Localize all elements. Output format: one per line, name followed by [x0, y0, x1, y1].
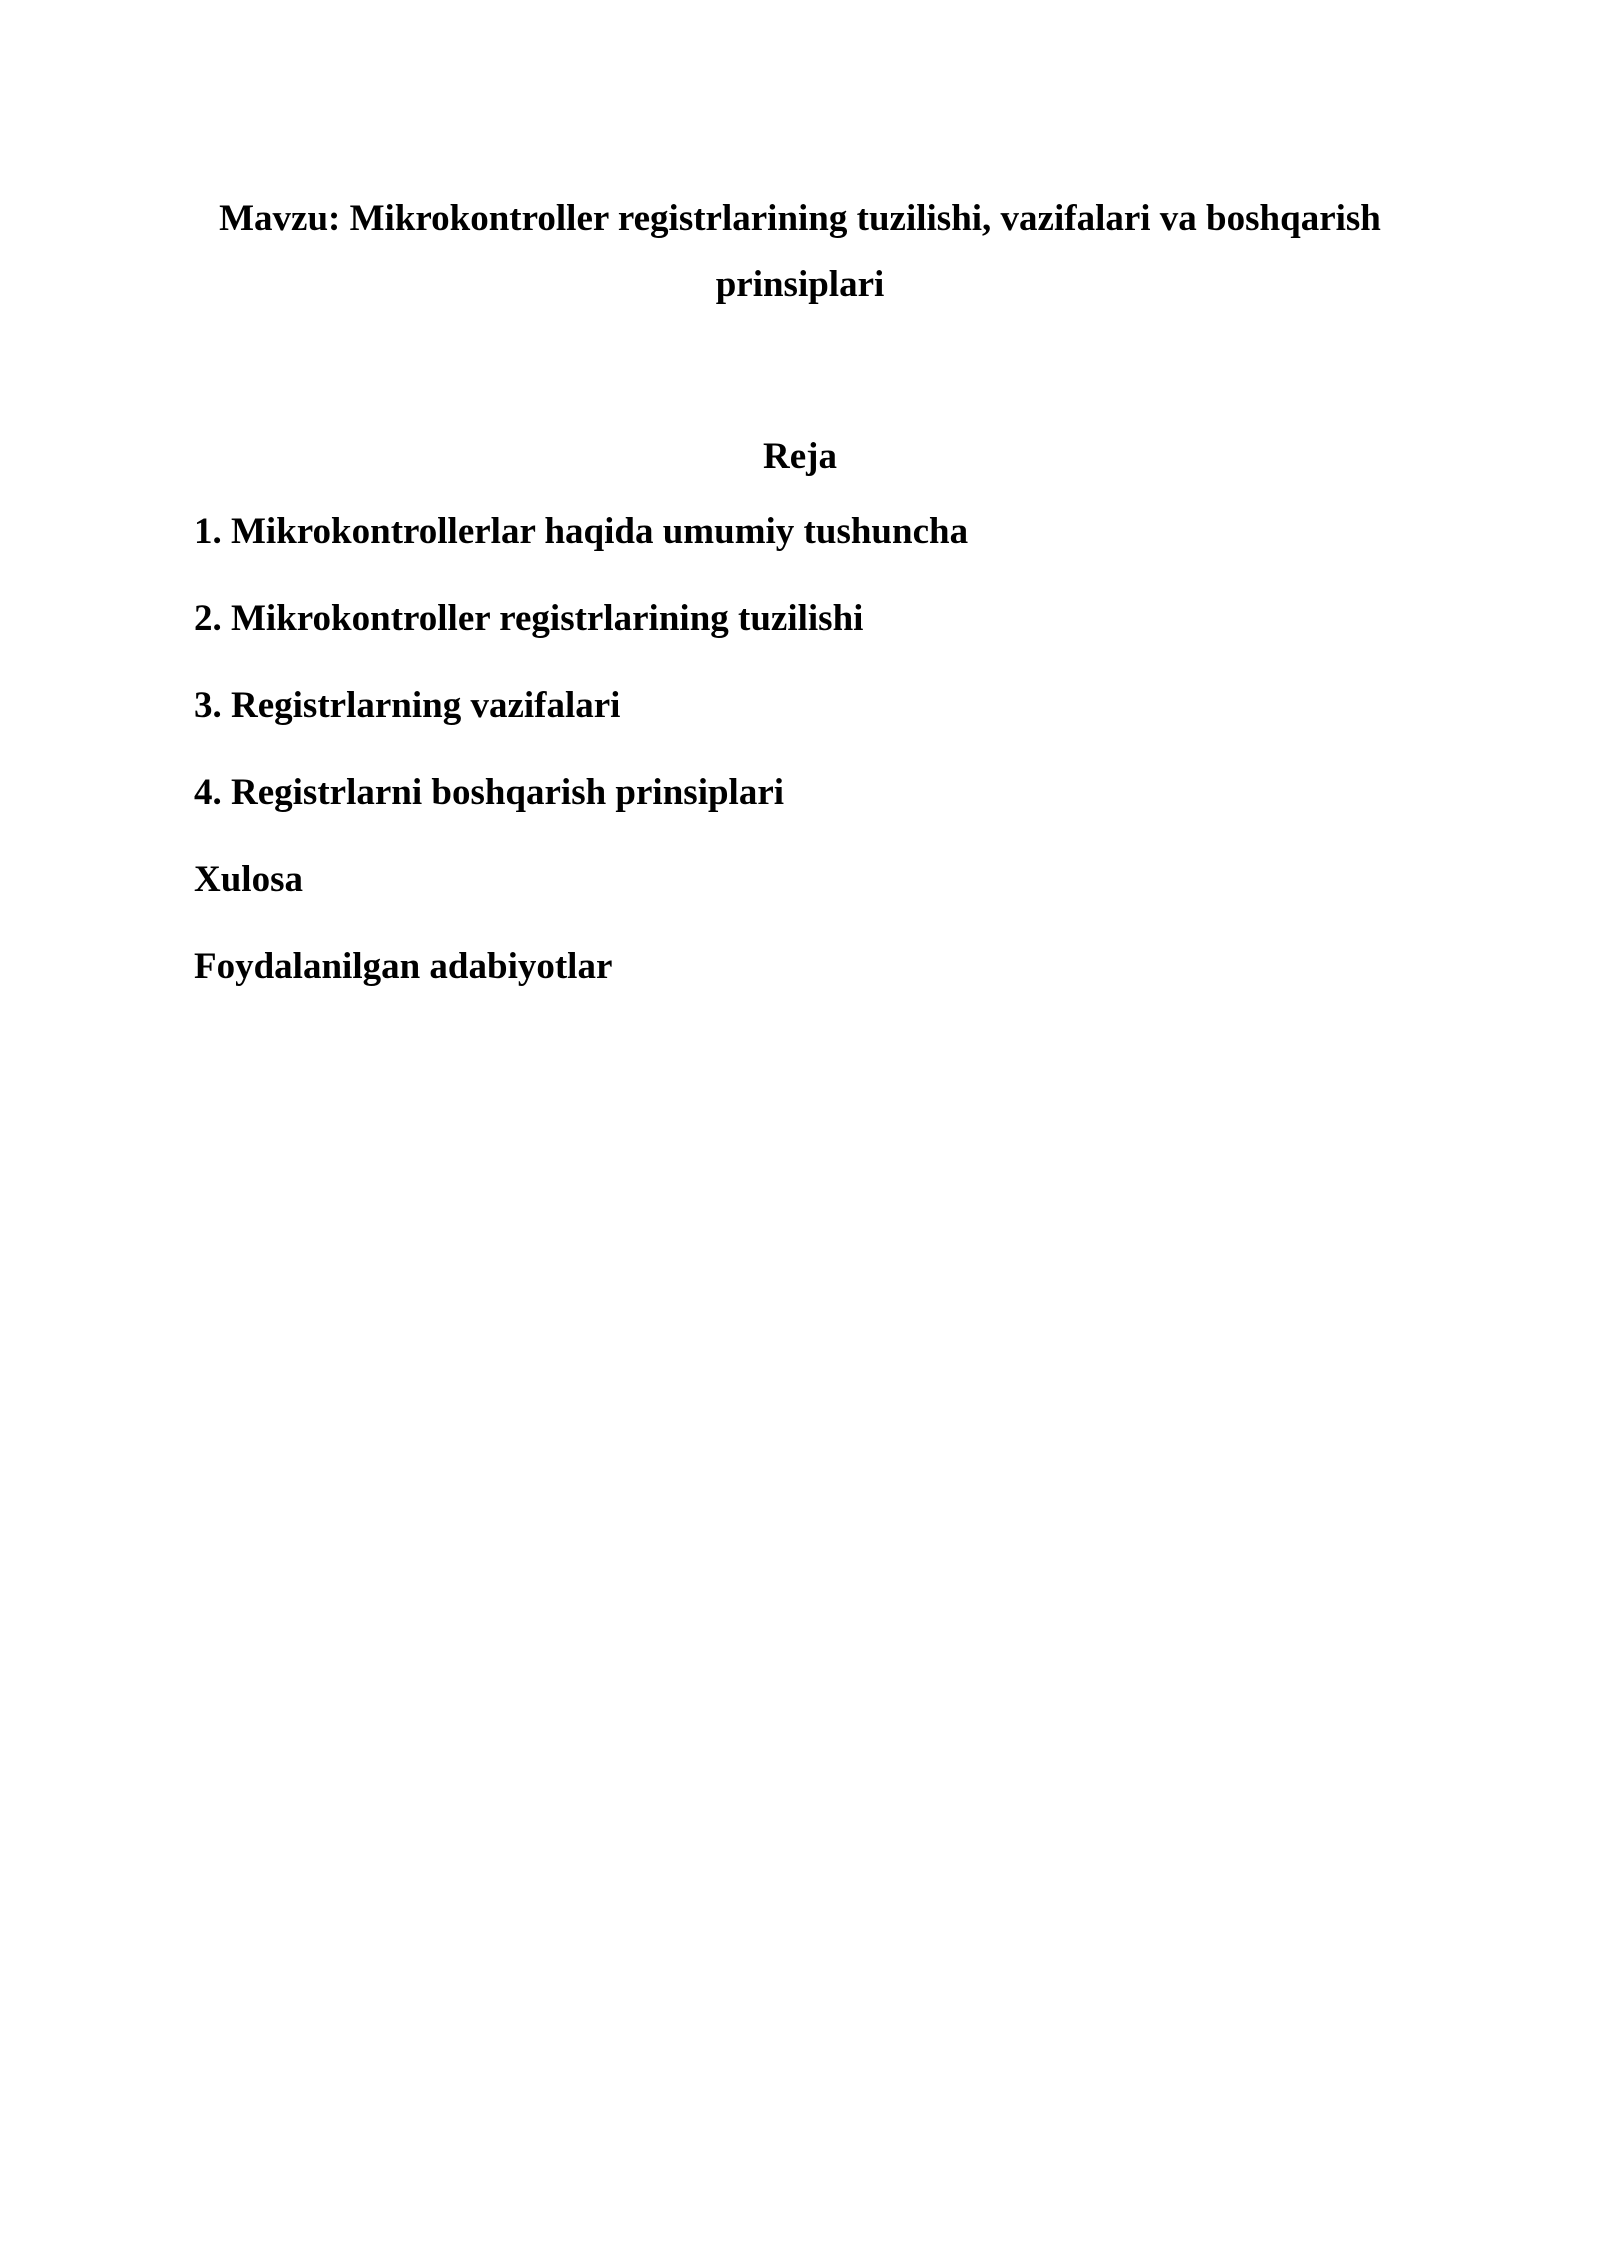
plan-item-3: 3. Registrlarning vazifalari — [194, 685, 621, 726]
plan-item-conclusion: Xulosa — [194, 859, 303, 900]
plan-heading: Reja — [763, 436, 837, 477]
plan-item-1: 1. Mikrokontrollerlar haqida umumiy tushuncha — [194, 511, 969, 552]
plan-item-2: 2. Mikrokontroller registrlarining tuzilishi — [194, 598, 864, 639]
plan-item-references: Foydalanilgan adabiyotlar — [194, 946, 613, 987]
plan-list — [194, 510, 968, 1032]
document-title: Mavzu: Mikrokontroller registrlarining tuzilishi, vazifalari va boshqarish prinsiplari — [219, 198, 1381, 305]
plan-item-4: 4. Registrlarni boshqarish prinsiplari — [194, 772, 785, 813]
